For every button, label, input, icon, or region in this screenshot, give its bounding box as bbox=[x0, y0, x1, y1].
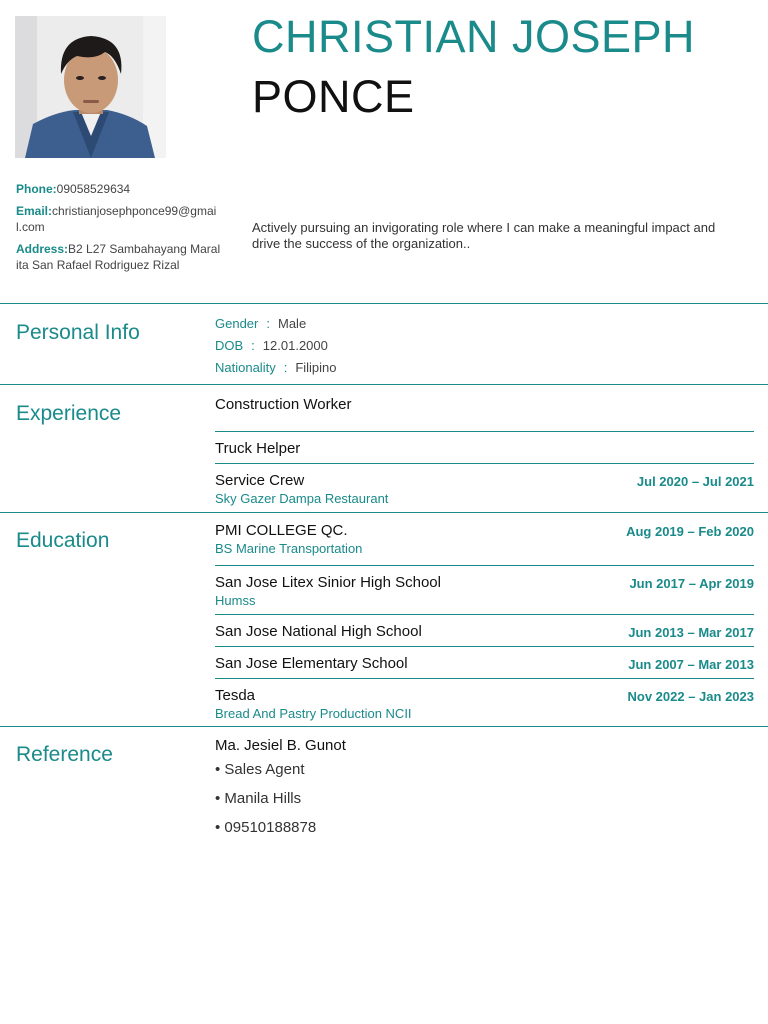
divider bbox=[215, 646, 754, 647]
info-value: Male bbox=[278, 316, 307, 331]
divider bbox=[215, 565, 754, 566]
education-item-subtitle: BS Marine Transportation bbox=[215, 541, 363, 556]
reference-heading: Reference bbox=[16, 743, 113, 766]
profile-photo bbox=[15, 16, 166, 158]
divider bbox=[0, 303, 768, 304]
divider bbox=[0, 726, 768, 727]
education-item-title: San Jose Elementary School bbox=[215, 655, 408, 672]
education-item-date: Aug 2019 – Feb 2020 bbox=[626, 524, 754, 539]
divider bbox=[0, 384, 768, 385]
info-value: Filipino bbox=[295, 360, 337, 375]
education-item-subtitle: Bread And Pastry Production NCII bbox=[215, 706, 412, 721]
info-value: 12.01.2000 bbox=[262, 338, 328, 353]
experience-item-title: Construction Worker bbox=[215, 396, 352, 413]
education-item-date: Jun 2013 – Mar 2017 bbox=[628, 625, 754, 640]
experience-item-employer: Sky Gazer Dampa Restaurant bbox=[215, 491, 389, 506]
education-item-date: Jun 2017 – Apr 2019 bbox=[629, 576, 754, 591]
career-summary: Actively pursuing an invigorating role where I can make a meaningful impact and drive the success of the organization.. bbox=[252, 220, 716, 251]
address-line bbox=[16, 241, 221, 273]
reference-detail: • 09510188878 bbox=[215, 819, 317, 836]
divider bbox=[215, 614, 754, 615]
education-item-title: Tesda bbox=[215, 687, 256, 704]
phone-line bbox=[16, 181, 221, 197]
address-label: Address: bbox=[16, 242, 69, 256]
phone-label: Phone: bbox=[16, 182, 57, 196]
first-name-heading: CHRISTIAN JOSEPH bbox=[252, 11, 696, 62]
info-row-gender bbox=[215, 316, 306, 332]
reference-name: Ma. Jesiel B. Gunot bbox=[215, 737, 346, 754]
divider bbox=[215, 678, 754, 679]
experience-item-title: Service Crew bbox=[215, 472, 305, 489]
address-value: B2 L27 Sambahayang Maralita San Rafael Rodriguez Rizal bbox=[16, 242, 221, 272]
info-sep: : bbox=[251, 338, 255, 353]
phone-value: 09058529634 bbox=[56, 182, 131, 196]
reference-detail: • Manila Hills bbox=[215, 790, 302, 807]
email-line bbox=[16, 203, 221, 235]
last-name-heading: PONCE bbox=[252, 71, 415, 122]
education-item-title: San Jose National High School bbox=[215, 623, 422, 640]
experience-item-title: Truck Helper bbox=[215, 440, 301, 457]
email-label: Email: bbox=[16, 204, 53, 218]
info-key: Gender bbox=[215, 316, 259, 331]
info-row-dob bbox=[215, 338, 328, 354]
divider bbox=[215, 463, 754, 464]
info-key: Nationality bbox=[215, 360, 276, 375]
education-item-title: San Jose Litex Sinior High School bbox=[215, 574, 441, 591]
email-value: christianjosephponce99@gmail.com bbox=[16, 204, 217, 234]
info-key: DOB bbox=[215, 338, 244, 353]
info-row-nationality bbox=[215, 360, 337, 376]
reference-detail: • Sales Agent bbox=[215, 761, 305, 778]
education-item-date: Jun 2007 – Mar 2013 bbox=[628, 657, 754, 672]
personal-info-heading: Personal Info bbox=[16, 321, 140, 344]
divider bbox=[215, 431, 754, 432]
experience-item-date: Jul 2020 – Jul 2021 bbox=[636, 474, 754, 489]
experience-heading: Experience bbox=[16, 402, 122, 425]
info-sep: : bbox=[283, 360, 288, 375]
education-item-date: Nov 2022 – Jan 2023 bbox=[627, 689, 754, 704]
profile-photo-image bbox=[15, 16, 166, 158]
info-sep: : bbox=[266, 316, 270, 331]
divider bbox=[0, 512, 768, 513]
education-item-title: PMI COLLEGE QC. bbox=[215, 522, 348, 539]
education-heading: Education bbox=[16, 529, 110, 552]
education-item-subtitle: Humss bbox=[215, 593, 256, 608]
